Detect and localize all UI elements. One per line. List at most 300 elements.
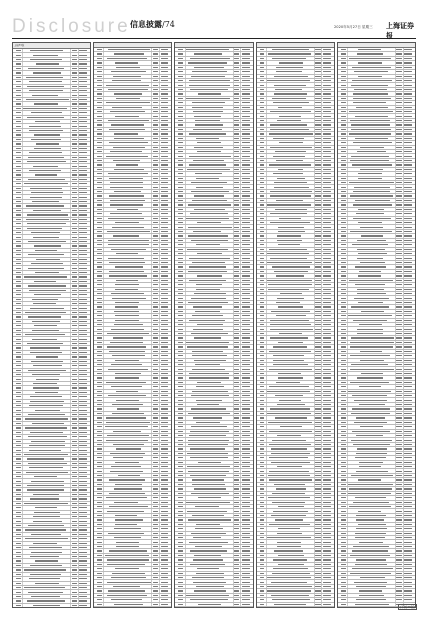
table-cell-placeholder (153, 209, 158, 210)
table-cell-placeholder (188, 471, 229, 472)
table-cell-placeholder (323, 448, 331, 449)
table-cell-placeholder (260, 329, 265, 330)
table-cell-placeholder (106, 440, 148, 441)
table-cell-placeholder (279, 62, 303, 63)
table-cell-placeholder (72, 521, 77, 522)
table-cell-placeholder (341, 479, 346, 480)
table-cell-placeholder (16, 529, 21, 530)
table-cell-placeholder (111, 466, 141, 467)
table-cell-placeholder (234, 258, 239, 259)
table-cell-placeholder (30, 308, 64, 309)
table-cell-placeholder (276, 160, 303, 161)
table-cell-placeholder (260, 515, 265, 516)
table-cell-placeholder (153, 479, 158, 480)
table-cell-placeholder (404, 533, 412, 534)
table-cell-placeholder (72, 90, 77, 91)
table-cell-placeholder (404, 102, 412, 103)
table-cell-placeholder (396, 386, 401, 387)
table-cell-placeholder (16, 99, 21, 100)
table-cell-placeholder (269, 249, 307, 250)
table-cell-placeholder (16, 95, 21, 96)
table-cell-placeholder (198, 497, 220, 498)
table-row (13, 604, 90, 608)
table-cell-placeholder (271, 582, 308, 583)
table-cell-placeholder (188, 62, 227, 63)
table-cell-placeholder (72, 552, 77, 553)
table-cell-placeholder (97, 369, 102, 370)
table-cell-placeholder (72, 427, 77, 428)
table-cell-placeholder (153, 440, 158, 441)
table-cell-placeholder (315, 537, 320, 538)
page-number: /74 (162, 20, 175, 29)
table-cell-placeholder (358, 209, 384, 210)
table-cell-placeholder (79, 174, 87, 175)
table-cell-placeholder (315, 524, 320, 525)
table-cell-placeholder (161, 479, 169, 480)
table-cell-placeholder (161, 382, 169, 383)
table-cell-placeholder (97, 58, 102, 59)
table-cell-placeholder (396, 342, 401, 343)
table-cell-placeholder (194, 590, 227, 591)
table-cell-placeholder (72, 494, 77, 495)
table-cell-placeholder (97, 329, 102, 330)
table-cell-placeholder (315, 262, 320, 263)
table-cell-placeholder (72, 99, 77, 100)
table-cell-placeholder (260, 488, 265, 489)
table-cell-placeholder (260, 258, 265, 259)
table-cell-placeholder (16, 401, 21, 402)
table-cell-placeholder (341, 337, 346, 338)
table-cell-placeholder (242, 164, 250, 165)
table-cell-placeholder (27, 343, 63, 344)
table-cell-placeholder (242, 582, 250, 583)
table-cell-placeholder (153, 262, 158, 263)
table-cell-placeholder (97, 89, 102, 90)
table-cell-placeholder (396, 89, 401, 90)
table-cell-placeholder (242, 448, 250, 449)
table-cell-placeholder (178, 444, 183, 445)
table-cell-placeholder (260, 355, 265, 356)
table-cell-placeholder (196, 178, 219, 179)
table-cell-placeholder (234, 448, 239, 449)
table-cell-placeholder (16, 503, 21, 504)
table-cell-placeholder (29, 126, 61, 127)
table-cell-placeholder (396, 511, 401, 512)
table-cell-placeholder (161, 542, 169, 543)
table-cell-placeholder (97, 156, 102, 157)
table-cell-placeholder (26, 472, 68, 473)
table-cell-placeholder (404, 515, 412, 516)
table-cell-placeholder (188, 302, 227, 303)
table-cell-placeholder (153, 528, 158, 529)
table-cell-placeholder (323, 542, 331, 543)
table-cell-placeholder (341, 546, 346, 547)
table-cell-placeholder (323, 360, 331, 361)
table-cell-placeholder (16, 316, 21, 317)
table-cell-placeholder (16, 192, 21, 193)
table-cell-placeholder (178, 169, 183, 170)
table-cell-placeholder (79, 423, 87, 424)
table-cell-placeholder (16, 81, 21, 82)
table-cell-placeholder (234, 89, 239, 90)
table-cell-placeholder (260, 422, 265, 423)
table-cell-placeholder (97, 488, 102, 489)
table-cell-placeholder (161, 395, 169, 396)
table-cell-placeholder (97, 471, 102, 472)
table-cell-placeholder (404, 528, 412, 529)
table-cell-placeholder (242, 76, 250, 77)
table-cell-placeholder (234, 377, 239, 378)
table-cell-placeholder (161, 590, 169, 591)
table-cell-placeholder (72, 121, 77, 122)
table-cell-placeholder (192, 577, 224, 578)
table-cell-placeholder (97, 502, 102, 503)
table-cell-placeholder (341, 373, 346, 374)
table-cell-placeholder (114, 311, 139, 312)
table-cell-placeholder (195, 364, 221, 365)
table-cell-placeholder (273, 138, 305, 139)
table-cell-placeholder (178, 550, 183, 551)
table-cell-placeholder (97, 298, 102, 299)
table-cell-placeholder (396, 213, 401, 214)
table-cell-placeholder (97, 484, 102, 485)
table-cell-placeholder (109, 129, 145, 130)
table-cell-placeholder (153, 182, 158, 183)
table-cell-placeholder (404, 382, 412, 383)
table-cell-placeholder (341, 280, 346, 281)
table-cell-placeholder (396, 568, 401, 569)
table-cell-placeholder (97, 102, 102, 103)
table-cell-placeholder (315, 546, 320, 547)
table-cell-placeholder (112, 355, 144, 356)
table-cell-placeholder (72, 268, 77, 269)
table-cell-placeholder (341, 568, 346, 569)
table-cell-placeholder (31, 192, 63, 193)
table-cell-placeholder (355, 533, 386, 534)
table-cell-placeholder (116, 391, 138, 392)
table-cell-placeholder (396, 204, 401, 205)
table-cell-placeholder (196, 386, 224, 387)
table-cell-placeholder (161, 346, 169, 347)
table-cell-placeholder (79, 254, 87, 255)
table-cell-placeholder (315, 604, 320, 605)
table-cell-placeholder (234, 342, 239, 343)
table-cell-placeholder (190, 564, 226, 565)
table-cell-placeholder (72, 379, 77, 380)
table-cell-placeholder (28, 179, 65, 180)
table-cell-placeholder (33, 387, 59, 388)
table-cell-placeholder (404, 342, 412, 343)
table-cell-placeholder (323, 559, 331, 560)
table-cell-placeholder (109, 351, 145, 352)
table-cell-placeholder (272, 98, 306, 99)
table-cell-placeholder (315, 333, 320, 334)
table-cell-placeholder (315, 306, 320, 307)
table-cell-placeholder (30, 396, 62, 397)
table-cell-placeholder (315, 120, 320, 121)
table-cell-placeholder (234, 58, 239, 59)
table-cell-placeholder (72, 219, 77, 220)
table-cell-placeholder (355, 266, 387, 267)
table-cell-placeholder (29, 405, 63, 406)
table-cell-placeholder (161, 262, 169, 263)
table-cell-placeholder (279, 142, 303, 143)
table-cell-placeholder (79, 600, 87, 601)
table-cell-placeholder (79, 325, 87, 326)
table-cell-placeholder (30, 347, 61, 348)
table-cell-placeholder (161, 528, 169, 529)
table-cell-placeholder (190, 213, 228, 214)
table-cell-placeholder (72, 569, 77, 570)
table-cell-placeholder (234, 595, 239, 596)
table-cell-placeholder (273, 156, 305, 157)
table-cell-placeholder (315, 227, 320, 228)
table-cell-placeholder (396, 191, 401, 192)
table-cell-placeholder (242, 178, 250, 179)
table-cell-placeholder (161, 266, 169, 267)
table-row (175, 603, 252, 607)
table-cell-placeholder (178, 364, 183, 365)
table-cell-placeholder (26, 219, 69, 220)
table-cell-placeholder (161, 169, 169, 170)
table-cell-placeholder (161, 62, 169, 63)
table-cell-placeholder (16, 600, 21, 601)
table-cell-placeholder (153, 559, 158, 560)
table-cell-placeholder (79, 343, 87, 344)
table-cell-placeholder (161, 484, 169, 485)
table-cell-placeholder (161, 422, 169, 423)
table-cell-placeholder (161, 76, 169, 77)
table-cell-placeholder (323, 284, 331, 285)
table-cell-placeholder (234, 266, 239, 267)
table-cell-placeholder (72, 214, 77, 215)
table-cell-placeholder (161, 497, 169, 498)
table-cell-placeholder (396, 546, 401, 547)
table-cell-placeholder (25, 418, 68, 419)
table-cell-placeholder (270, 213, 307, 214)
table-cell-placeholder (113, 147, 145, 148)
table-cell-placeholder (110, 213, 142, 214)
table-cell-placeholder (79, 396, 87, 397)
table-cell-placeholder (315, 289, 320, 290)
table-cell-placeholder (404, 511, 412, 512)
table-cell-placeholder (323, 311, 331, 312)
table-cell-placeholder (161, 400, 169, 401)
table-cell-placeholder (72, 290, 77, 291)
table-cell-placeholder (16, 583, 21, 584)
table-cell-placeholder (97, 271, 102, 272)
table-cell-placeholder (404, 191, 412, 192)
table-cell-placeholder (153, 488, 158, 489)
table-cell-placeholder (234, 346, 239, 347)
table-cell-placeholder (72, 503, 77, 504)
table-cell-placeholder (341, 497, 346, 498)
table-cell-placeholder (260, 502, 265, 503)
table-cell-placeholder (234, 120, 239, 121)
table-cell-placeholder (404, 497, 412, 498)
table-cell-placeholder (25, 427, 67, 428)
table-cell-placeholder (191, 333, 228, 334)
table-cell-placeholder (354, 298, 390, 299)
table-cell-placeholder (16, 454, 21, 455)
table-cell-placeholder (350, 555, 390, 556)
table-cell-placeholder (97, 182, 102, 183)
table-cell-placeholder (242, 160, 250, 161)
table-cell-placeholder (178, 253, 183, 254)
table-cell-placeholder (79, 538, 87, 539)
table-cell-placeholder (79, 299, 87, 300)
table-cell-placeholder (341, 213, 346, 214)
table-cell-placeholder (260, 457, 265, 458)
table-cell-placeholder (242, 116, 250, 117)
table-cell-placeholder (33, 365, 62, 366)
table-cell-placeholder (349, 280, 393, 281)
table-cell-placeholder (110, 182, 142, 183)
table-cell-placeholder (153, 284, 158, 285)
table-cell-placeholder (341, 533, 346, 534)
table-cell-placeholder (260, 218, 265, 219)
table-cell-placeholder (191, 533, 225, 534)
table-cell-placeholder (323, 471, 331, 472)
table-cell-placeholder (153, 311, 158, 312)
table-cell-placeholder (341, 182, 346, 183)
table-cell-placeholder (396, 289, 401, 290)
table-cell-placeholder (315, 298, 320, 299)
table-cell-placeholder (242, 222, 250, 223)
table-cell-placeholder (323, 133, 331, 134)
table-cell-placeholder (242, 275, 250, 276)
table-cell-placeholder (72, 148, 77, 149)
table-cell-placeholder (341, 164, 346, 165)
table-cell-placeholder (242, 586, 250, 587)
table-cell-placeholder (29, 578, 60, 579)
table-cell-placeholder (323, 200, 331, 201)
table-cell-placeholder (178, 573, 183, 574)
row-container (175, 48, 252, 607)
table-cell-placeholder (323, 280, 331, 281)
table-cell-placeholder (352, 568, 393, 569)
table-cell-placeholder (97, 595, 102, 596)
table-cell-placeholder (315, 164, 320, 165)
table-cell-placeholder (315, 124, 320, 125)
table-cell-placeholder (178, 116, 183, 117)
table-cell-placeholder (153, 333, 158, 334)
table-cell-placeholder (323, 377, 331, 378)
table-cell-placeholder (242, 511, 250, 512)
table-cell-placeholder (404, 249, 412, 250)
table-cell-placeholder (353, 98, 391, 99)
table-cell-placeholder (260, 275, 265, 276)
table-cell-placeholder (97, 422, 102, 423)
table-cell-placeholder (270, 324, 310, 325)
table-cell-placeholder (323, 266, 331, 267)
table-cell-placeholder (30, 556, 59, 557)
table-cell-placeholder (178, 475, 183, 476)
table-cell-placeholder (97, 76, 102, 77)
table-cell-placeholder (192, 200, 227, 201)
table-cell-placeholder (72, 143, 77, 144)
table-cell-placeholder (153, 329, 158, 330)
table-cell-placeholder (273, 559, 307, 560)
table-cell-placeholder (267, 586, 311, 587)
table-cell-placeholder (404, 320, 412, 321)
table-cell-placeholder (153, 369, 158, 370)
table-cell-placeholder (32, 339, 57, 340)
table-cell-placeholder (188, 227, 232, 228)
table-cell-placeholder (79, 170, 87, 171)
table-cell-placeholder (272, 502, 305, 503)
table-cell-placeholder (341, 178, 346, 179)
table-cell-placeholder (242, 98, 250, 99)
row-container (257, 48, 334, 607)
table-cell-placeholder (16, 436, 21, 437)
table-cell-placeholder (153, 200, 158, 201)
table-cell-placeholder (260, 311, 265, 312)
table-cell-placeholder (358, 275, 380, 276)
table-cell-placeholder (16, 356, 21, 357)
table-cell-placeholder (341, 382, 346, 383)
table-cell-placeholder (153, 351, 158, 352)
table-cell-placeholder (97, 511, 102, 512)
table-cell-placeholder (16, 299, 21, 300)
table-cell-placeholder (396, 431, 401, 432)
table-cell-placeholder (396, 111, 401, 112)
table-cell-placeholder (315, 400, 320, 401)
table-cell-placeholder (272, 266, 310, 267)
table-cell-placeholder (315, 138, 320, 139)
table-cell-placeholder (72, 86, 77, 87)
table-cell-placeholder (16, 228, 21, 229)
table-cell-placeholder (79, 126, 87, 127)
table-cell-placeholder (234, 67, 239, 68)
table-cell-placeholder (153, 271, 158, 272)
table-cell-placeholder (315, 462, 320, 463)
table-cell-placeholder (341, 227, 346, 228)
table-cell-placeholder (260, 586, 265, 587)
table-cell-placeholder (72, 560, 77, 561)
table-cell-placeholder (106, 422, 150, 423)
table-cell-placeholder (341, 333, 346, 334)
table-cell-placeholder (242, 462, 250, 463)
table-cell-placeholder (97, 519, 102, 520)
table-column-3 (174, 42, 253, 608)
table-cell-placeholder (30, 50, 63, 51)
table-cell-placeholder (97, 599, 102, 600)
table-cell-placeholder (341, 235, 346, 236)
table-cell-placeholder (260, 80, 265, 81)
table-cell-placeholder (193, 231, 221, 232)
table-cell-placeholder (277, 240, 302, 241)
table-cell-placeholder (97, 85, 102, 86)
table-cell-placeholder (30, 401, 64, 402)
table-cell-placeholder (404, 324, 412, 325)
table-cell-placeholder (278, 373, 301, 374)
table-cell-placeholder (396, 160, 401, 161)
table-cell-placeholder (72, 343, 77, 344)
table-cell-placeholder (260, 577, 265, 578)
table-cell-placeholder (323, 502, 331, 503)
table-cell-placeholder (323, 71, 331, 72)
table-cell-placeholder (194, 147, 223, 148)
table-cell-placeholder (234, 395, 239, 396)
table-cell-placeholder (116, 400, 138, 401)
table-cell-placeholder (396, 537, 401, 538)
table-cell-placeholder (178, 528, 183, 529)
table-cell-placeholder (197, 151, 220, 152)
table-cell-placeholder (323, 453, 331, 454)
table-cell-placeholder (404, 431, 412, 432)
table-cell-placeholder (234, 524, 239, 525)
